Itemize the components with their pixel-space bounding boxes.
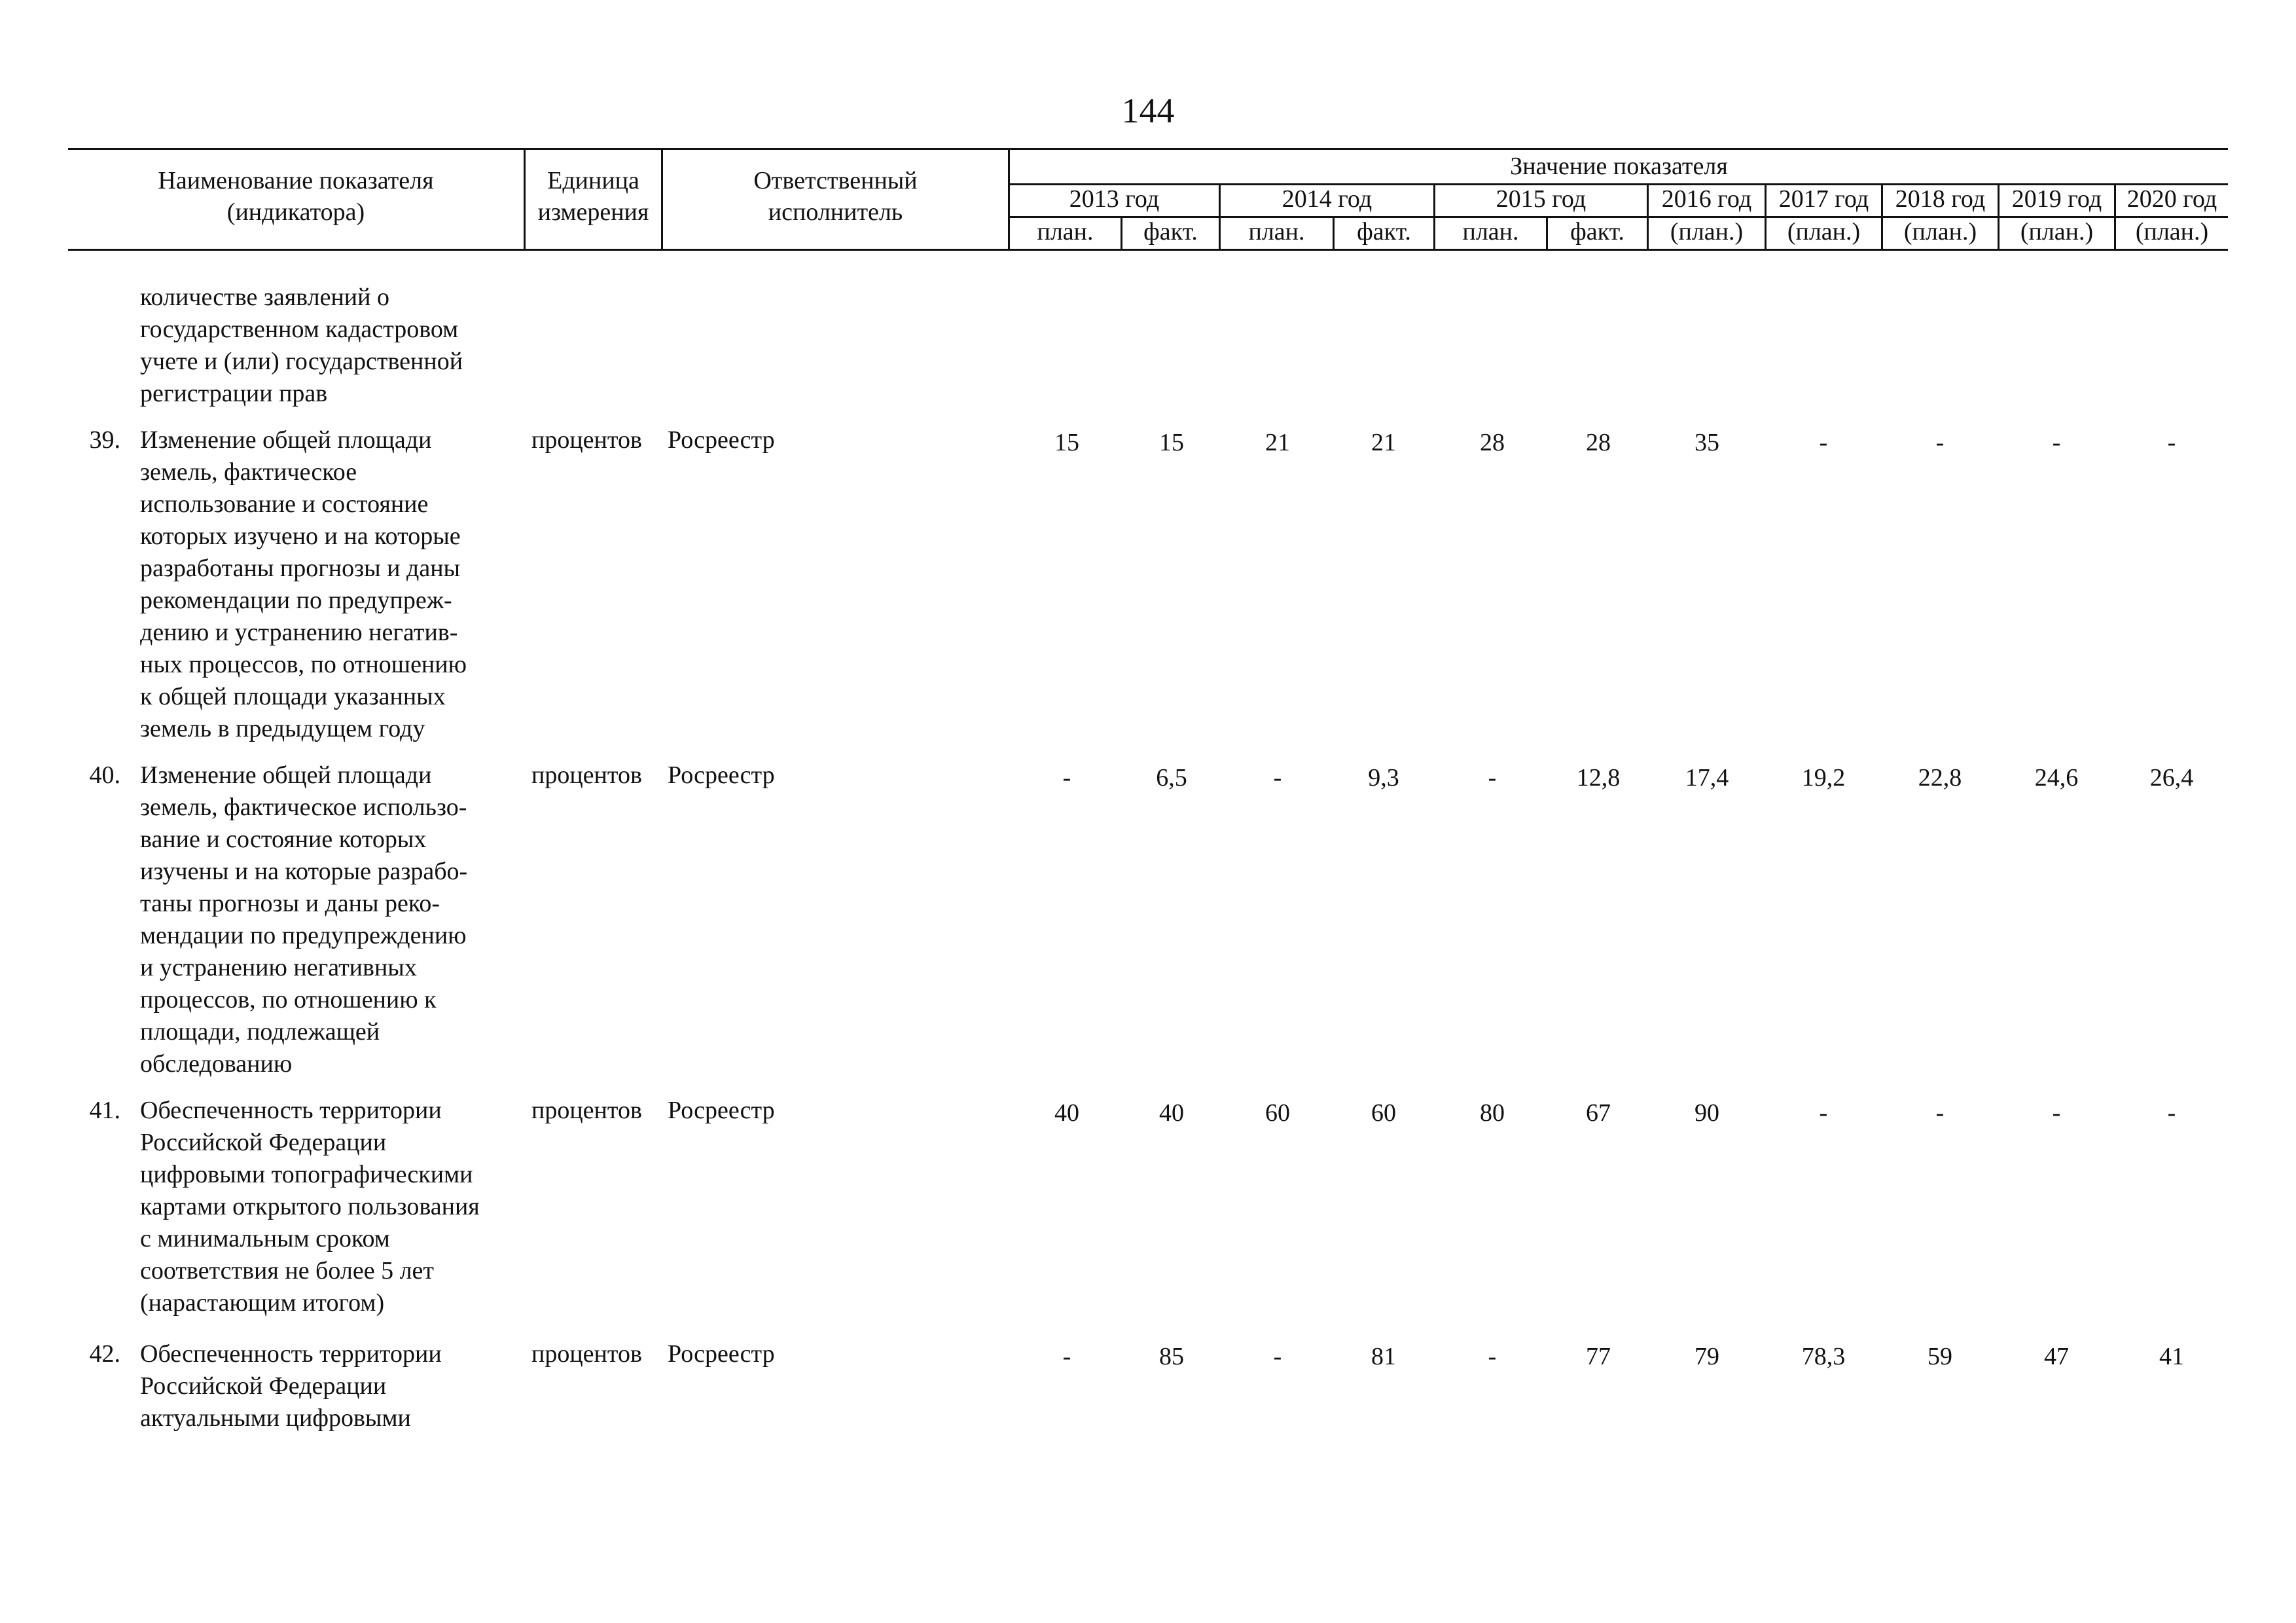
indicator-name-line: учете и (или) государственной bbox=[140, 348, 463, 375]
indicator-name-line: земель, фактическое использо- bbox=[140, 793, 467, 821]
value-cell: 21 bbox=[1265, 429, 1290, 456]
value-cell: 47 bbox=[2044, 1343, 2069, 1370]
value-cell: 40 bbox=[1159, 1099, 1184, 1127]
value-cell: 60 bbox=[1371, 1099, 1396, 1127]
value-cell: 80 bbox=[1480, 1099, 1505, 1127]
header-resp-line2: исполнитель bbox=[768, 198, 903, 226]
indicator-name-line: и устранению негативных bbox=[140, 954, 417, 981]
value-cell: 9,3 bbox=[1368, 764, 1399, 792]
value-cell: 41 bbox=[2159, 1343, 2184, 1370]
value-cell: - bbox=[1062, 764, 1071, 792]
value-cell: - bbox=[2052, 1099, 2061, 1127]
row-responsible: Росреестр bbox=[668, 426, 775, 454]
indicator-name-line: вание и состояние которых bbox=[140, 826, 427, 853]
value-cell: 19,2 bbox=[1801, 764, 1846, 792]
row-number: 39. bbox=[89, 426, 120, 454]
indicator-name-line: (нарастающим итогом) bbox=[140, 1289, 385, 1317]
row-number: 40. bbox=[89, 761, 120, 789]
indicator-name-line: цифровыми топографическими bbox=[140, 1161, 473, 1188]
value-cell: 79 bbox=[1695, 1343, 1719, 1370]
value-cell: 6,5 bbox=[1156, 764, 1187, 792]
value-cell: 85 bbox=[1159, 1343, 1184, 1370]
indicator-name-line: площади, подлежащей bbox=[140, 1018, 380, 1046]
value-cell: - bbox=[1273, 1343, 1282, 1370]
indicator-name-line: картами открытого пользования bbox=[140, 1193, 480, 1220]
row-indicator-name bbox=[140, 424, 467, 745]
value-cell: - bbox=[1819, 429, 1828, 456]
indicator-name-line: земель в предыдущем году bbox=[140, 715, 425, 742]
value-cell: 15 bbox=[1054, 429, 1079, 456]
indicator-name-line: к общей площади указанных bbox=[140, 683, 446, 710]
header-sub-plan: (план.) bbox=[2020, 218, 2094, 246]
header-sub-plan: план. bbox=[1248, 218, 1305, 246]
value-cell: 26,4 bbox=[2149, 764, 2194, 792]
row-indicator-name bbox=[140, 759, 467, 1080]
value-cell: - bbox=[2167, 429, 2176, 456]
indicator-name-line: которых изучено и на которые bbox=[140, 522, 461, 550]
header-sub-plan: план. bbox=[1462, 218, 1519, 246]
row-unit: процентов bbox=[531, 1097, 642, 1124]
page-number: 144 bbox=[1121, 91, 1175, 130]
value-cell: 35 bbox=[1695, 429, 1719, 456]
value-cell: - bbox=[2167, 1099, 2176, 1127]
indicator-name-line: государственном кадастровом bbox=[140, 316, 459, 343]
value-cell: - bbox=[1062, 1343, 1071, 1370]
indicator-name-line: обследованию bbox=[140, 1050, 293, 1078]
indicator-name-line: таны прогнозы и даны реко- bbox=[140, 890, 440, 917]
header-sub-plan: (план.) bbox=[1670, 218, 1744, 246]
value-cell: - bbox=[1273, 764, 1282, 792]
value-cell: 28 bbox=[1480, 429, 1505, 456]
header-year-2019: 2019 год bbox=[2011, 185, 2102, 213]
indicator-name-line: Российской Федерации bbox=[140, 1129, 387, 1156]
indicator-name-line: Изменение общей площади bbox=[140, 426, 432, 454]
header-name-line1: Наименование показателя bbox=[158, 167, 434, 194]
row-number: 41. bbox=[89, 1097, 120, 1124]
indicator-name-line: рекомендации по предупреж- bbox=[140, 587, 452, 614]
row-unit: процентов bbox=[531, 1340, 642, 1368]
value-cell: - bbox=[1935, 429, 1945, 456]
header-name-line2: (индикатора) bbox=[226, 198, 365, 226]
value-cell: 17,4 bbox=[1685, 764, 1729, 792]
indicator-name-line: с минимальным сроком bbox=[140, 1225, 390, 1252]
header-year-2014: 2014 год bbox=[1282, 185, 1372, 213]
row-responsible: Росреестр bbox=[668, 761, 775, 789]
value-cell: - bbox=[1488, 1343, 1497, 1370]
row-indicator-name bbox=[140, 282, 463, 410]
indicator-name-line: использование и состояние bbox=[140, 490, 429, 518]
row-responsible: Росреестр bbox=[668, 1097, 775, 1124]
value-cell: 59 bbox=[1928, 1343, 1952, 1370]
header-sub-fact: факт. bbox=[1357, 218, 1411, 246]
header-unit-line1: Единица bbox=[547, 167, 639, 194]
indicator-name-line: Российской Федерации bbox=[140, 1372, 387, 1400]
value-cell: 28 bbox=[1586, 429, 1611, 456]
value-cell: 40 bbox=[1054, 1099, 1079, 1127]
value-cell: - bbox=[1819, 1099, 1828, 1127]
header-resp-line1: Ответственный bbox=[753, 167, 918, 194]
indicator-name-line: процессов, по отношению к bbox=[140, 986, 437, 1013]
row-unit: процентов bbox=[531, 426, 642, 454]
header-year-2020: 2020 год bbox=[2126, 185, 2217, 213]
header-year-2017: 2017 год bbox=[1778, 185, 1869, 213]
header-sub-plan: (план.) bbox=[1903, 218, 1977, 246]
value-cell: 90 bbox=[1695, 1099, 1719, 1127]
value-cell: 15 bbox=[1159, 429, 1184, 456]
header-sub-fact: факт. bbox=[1570, 218, 1624, 246]
indicator-name-line: разработаны прогнозы и даны bbox=[140, 555, 461, 582]
header-sub-fact: факт. bbox=[1143, 218, 1198, 246]
header-sub-plan: (план.) bbox=[1787, 218, 1861, 246]
indicator-name-line: актуальными цифровыми bbox=[140, 1404, 411, 1432]
header-year-2015: 2015 год bbox=[1496, 185, 1587, 213]
value-cell: 21 bbox=[1371, 429, 1396, 456]
header-sub-plan: план. bbox=[1037, 218, 1094, 246]
header-unit-line2: измерения bbox=[537, 198, 649, 226]
value-cell: 24,6 bbox=[2034, 764, 2079, 792]
header-sub-plan: (план.) bbox=[2135, 218, 2209, 246]
value-cell: 67 bbox=[1586, 1099, 1611, 1127]
row-indicator-name bbox=[140, 1338, 442, 1434]
value-cell: 22,8 bbox=[1918, 764, 1962, 792]
indicator-name-line: Обеспеченность территории bbox=[140, 1097, 442, 1124]
value-cell: 81 bbox=[1371, 1343, 1396, 1370]
value-cell: 60 bbox=[1265, 1099, 1290, 1127]
indicator-name-line: соответствия не более 5 лет bbox=[140, 1257, 435, 1285]
row-indicator-name bbox=[140, 1095, 480, 1319]
indicator-name-line: земель, фактическое bbox=[140, 458, 357, 486]
indicator-name-line: Изменение общей площади bbox=[140, 761, 432, 789]
indicator-name-line: ных процессов, по отношению bbox=[140, 651, 467, 678]
value-cell: 78,3 bbox=[1801, 1343, 1846, 1370]
indicator-name-line: количестве заявлений о bbox=[140, 283, 389, 311]
row-responsible: Росреестр bbox=[668, 1340, 775, 1368]
header-bottom-rule bbox=[68, 249, 2228, 251]
row-number: 42. bbox=[89, 1340, 120, 1368]
value-cell: - bbox=[1935, 1099, 1945, 1127]
indicator-name-line: регистрации прав bbox=[140, 380, 328, 407]
header-top-rule bbox=[68, 148, 2228, 150]
header-year-2018: 2018 год bbox=[1895, 185, 1986, 213]
value-cell: - bbox=[2052, 429, 2061, 456]
header-value-title: Значение показателя bbox=[1510, 153, 1728, 180]
header-year-2016: 2016 год bbox=[1661, 185, 1752, 213]
value-cell: - bbox=[1488, 764, 1497, 792]
indicator-name-line: дению и устранению негатив- bbox=[140, 619, 458, 646]
indicator-name-line: Обеспеченность территории bbox=[140, 1340, 442, 1368]
value-cell: 77 bbox=[1586, 1343, 1611, 1370]
indicator-name-line: изучены и на которые разрабо- bbox=[140, 858, 468, 885]
row-unit: процентов bbox=[531, 761, 642, 789]
value-cell: 12,8 bbox=[1576, 764, 1621, 792]
header-year-2013: 2013 год bbox=[1069, 185, 1160, 213]
indicator-name-line: мендации по предупреждению bbox=[140, 922, 467, 949]
